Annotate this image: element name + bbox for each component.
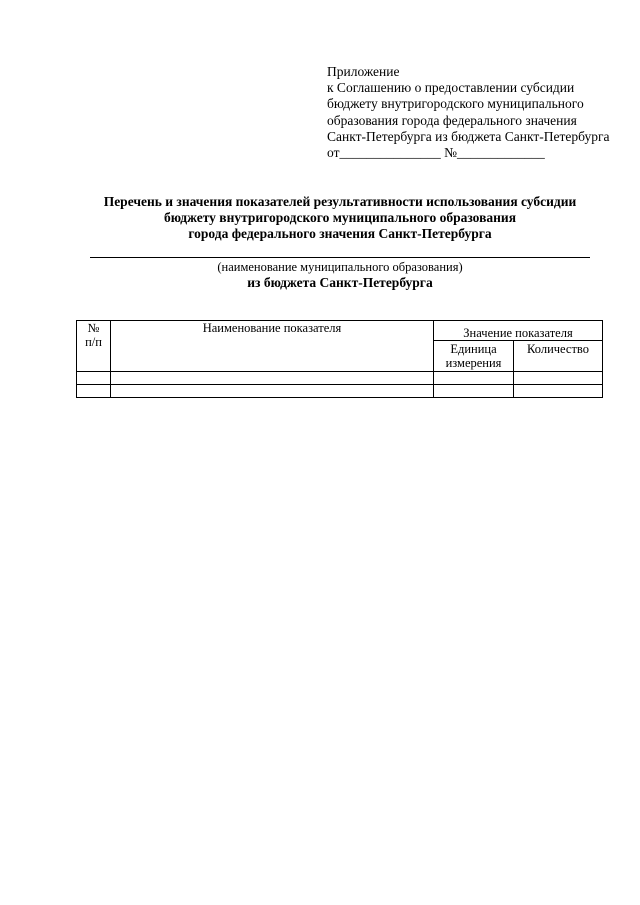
title-line: города федерального значения Санкт-Петербурга bbox=[188, 226, 492, 241]
title-line: бюджету внутригородского муниципального образования bbox=[164, 210, 516, 225]
appendix-line: бюджету внутригородского муниципального bbox=[327, 96, 584, 112]
header-number-label: № п/п bbox=[85, 321, 102, 349]
header-unit-label: Единица измерения bbox=[445, 342, 502, 370]
table-row bbox=[77, 385, 603, 398]
document-title bbox=[90, 194, 590, 242]
cell-number[interactable] bbox=[77, 385, 111, 398]
table-row bbox=[77, 372, 603, 385]
title-line: Перечень и значения показателей результативности использования субсидии bbox=[103, 194, 577, 209]
header-number bbox=[77, 321, 111, 372]
appendix-line: к Соглашению о предоставлении субсидии bbox=[327, 80, 575, 96]
cell-quantity[interactable] bbox=[514, 372, 603, 385]
appendix-header bbox=[327, 64, 627, 161]
appendix-line: Санкт-Петербурга из бюджета Санкт-Петербурга bbox=[327, 128, 610, 144]
municipality-name-line bbox=[90, 257, 590, 258]
municipality-name-caption: (наименование муниципального образования) bbox=[217, 260, 463, 274]
header-quantity: Количество bbox=[514, 341, 603, 372]
budget-source-subtitle: из бюджета Санкт-Петербурга bbox=[247, 275, 433, 290]
appendix-date-number-line: от_______________ №_____________ bbox=[327, 145, 545, 161]
header-unit bbox=[434, 341, 514, 372]
appendix-line: Приложение bbox=[327, 64, 400, 79]
cell-unit[interactable] bbox=[434, 385, 514, 398]
indicators-table bbox=[76, 320, 603, 398]
cell-unit[interactable] bbox=[434, 372, 514, 385]
cell-indicator-name[interactable] bbox=[111, 385, 434, 398]
header-indicator-value: Значение показателя bbox=[434, 321, 603, 341]
cell-number[interactable] bbox=[77, 372, 111, 385]
table-header-row bbox=[77, 321, 603, 341]
header-indicator-name: Наименование показателя bbox=[111, 321, 434, 372]
cell-indicator-name[interactable] bbox=[111, 372, 434, 385]
appendix-line: образования города федерального значения bbox=[327, 112, 577, 128]
cell-quantity[interactable] bbox=[514, 385, 603, 398]
